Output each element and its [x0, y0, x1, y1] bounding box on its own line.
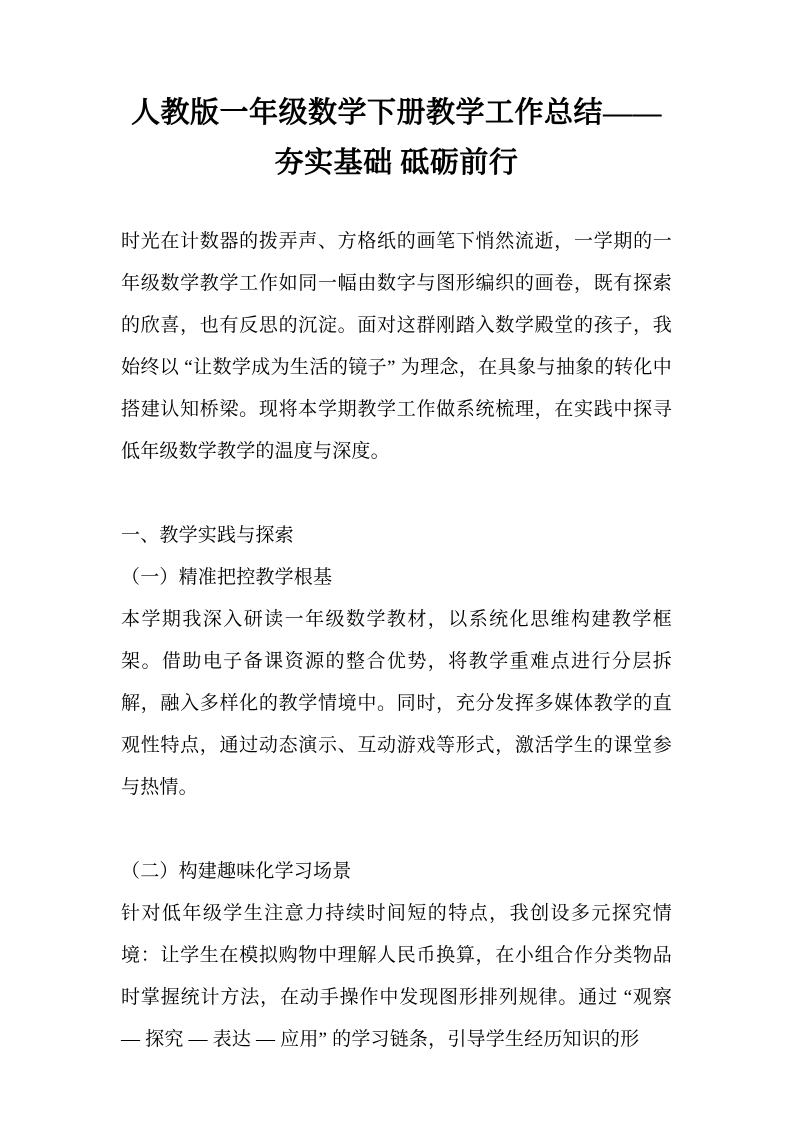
document-title — [121, 88, 672, 188]
paragraph-subsection-1-1: 本学期我深入研读一年级数学教材，以系统化思维构建教学框架。借助电子备课资源的整合优势，将教学重难点进行分层拆解，融入多样化的教学情境中。同时，充分发挥多媒体教学的直观性特点，通过动态演示、互动游戏等形式，激活学生的课堂参与热情。 — [121, 609, 672, 798]
paragraph-subsection-1-2: 针对低年级学生注意力持续时间短的特点，我创设多元探究情境：让学生在模拟购物中理解人民币换算，在小组合作分类物品时掌握统计方法，在动手操作中发现图形排列规律。通过 “观察 — 探究 — 表达 — 应用” 的学习链条，引导学生经历知识的形 — [121, 903, 672, 1050]
subsection-heading-1-2: （二）构建趣味化学习场景 — [121, 861, 352, 882]
document-title-line-1: 人教版一年级数学下册教学工作总结—— — [130, 97, 662, 129]
document-title-line-2: 夯实基础 砥砺前行 — [274, 147, 519, 179]
blank-line — [121, 809, 672, 851]
subsection-heading-1-1: （一）精准把控教学根基 — [121, 567, 333, 588]
paragraph-intro: 时光在计数器的拨弄声、方格纸的画笔下悄然流逝，一学期的一年级数学教学工作如同一幅由数字与图形编织的画卷，既有探索的欣喜，也有反思的沉淀。面对这群刚踏入数学殿堂的孩子，我始终以 “让数学成为生活的镜子” 为理念，在具象与抽象的转化中搭建认知桥梁。现将本学期教学工作做系统梳理，在实践中探寻低年级数学教学的温度与深度。 — [121, 231, 672, 462]
blank-line — [121, 473, 672, 515]
section-heading-1: 一、教学实践与探索 — [121, 525, 294, 546]
